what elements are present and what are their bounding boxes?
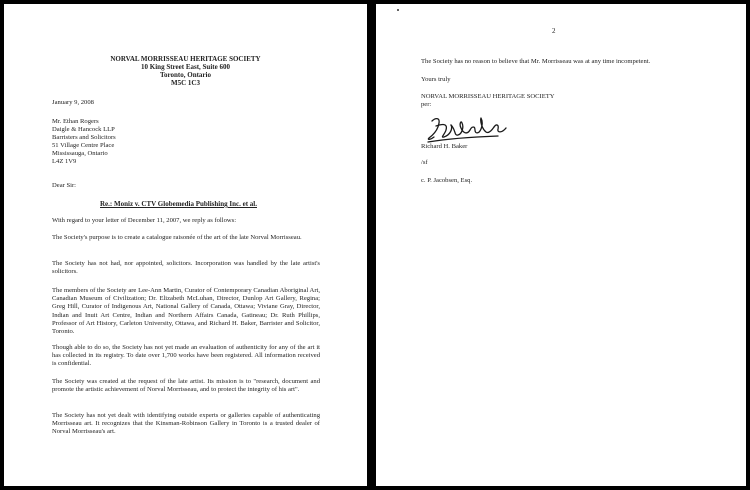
paragraph: Though able to do so, the Society has not yet made an evaluation of authenticity for any of the art it has collected in its registry. To date over 1,700 works have been registered. All information received is confidential. xyxy=(52,344,320,368)
recipient-line: Daigle & Hancock LLP xyxy=(52,126,115,133)
salutation: Dear Sir: xyxy=(52,182,76,189)
recipient-line: Barristers and Solicitors xyxy=(52,134,116,141)
paragraph: The Society has not had, nor appointed, solicitors. Incorporation was handled by the late artist's solicitors. xyxy=(52,260,320,276)
recipient-line: 51 Village Centre Place xyxy=(52,142,115,149)
letterhead-city: Toronto, Ontario xyxy=(160,71,211,79)
paragraph: The members of the Society are Lee-Ann Martin, Curator of Contemporary Canadian Aboriginal Art, Canadian Museum of Civilization; Dr. Elizabeth McLuhan, Director, Dunlop Art Gallery, Regina; Greg Hill, Curator of Indigenous Art, National Gallery of Canada, Ottawa; Viviane Gray, Director, Indian and Inuit Art Centre, Indian and Northern Affairs Canada, Gatineau; Dr. Ruth Phillips, Professor of Art History, Carleton University, Ottawa, and Richard H. Baker, Barrister and Solicitor, Toronto. xyxy=(52,287,320,336)
signatory-name: Richard H. Baker xyxy=(421,143,468,150)
page-number: 2 xyxy=(552,27,556,35)
paragraph: The Society's purpose is to create a catalogue raisonée of the art of the late Norval Morrisseau. xyxy=(52,234,302,241)
letterhead-name: NORVAL MORRISSEAU HERITAGE SOCIETY xyxy=(110,55,261,63)
recipient-line: Mr. Ethan Rogers xyxy=(52,118,99,125)
per-label: per: xyxy=(421,101,432,108)
handwritten-signature xyxy=(426,112,516,146)
letterhead-street: 10 King Street East, Suite 600 xyxy=(141,63,230,71)
letter-date: January 9, 2008 xyxy=(52,99,94,106)
society-name: NORVAL MORRISSEAU HERITAGE SOCIETY xyxy=(421,93,555,100)
scan-speck xyxy=(397,9,399,11)
letter-page-2 xyxy=(376,4,746,486)
paragraph: With regard to your letter of December 11, 2007, we reply as follows: xyxy=(52,217,237,224)
closing: Yours truly xyxy=(421,76,451,83)
letterhead-postal: M5C 1C3 xyxy=(171,79,200,87)
cc-line: c. P. Jacobsen, Esq. xyxy=(421,177,473,184)
paragraph: The Society has not yet dealt with identifying outside experts or galleries capable of authenticating Morrisseau art. It recognizes that the Kinsman-Robinson Gallery in Toronto is a trusted dealer of Norval Morrisseau's art. xyxy=(52,412,320,436)
typist-initials: /sf xyxy=(421,159,428,166)
letter-page-1 xyxy=(4,4,367,486)
subject-line: Re.: Moniz v. CTV Globemedia Publishing Inc. et al. xyxy=(100,200,257,208)
paragraph: The Society was created at the request of the late artist. Its mission is to "research, document and promote the artistic achievement of Norval Morrisseau, and to protect the integrity of his art". xyxy=(52,378,320,394)
recipient-line: Mississauga, Ontario xyxy=(52,150,108,157)
recipient-line: L4Z 1V9 xyxy=(52,158,77,165)
paragraph: The Society has no reason to believe that Mr. Morrisseau was at any time incompetent. xyxy=(421,58,651,65)
